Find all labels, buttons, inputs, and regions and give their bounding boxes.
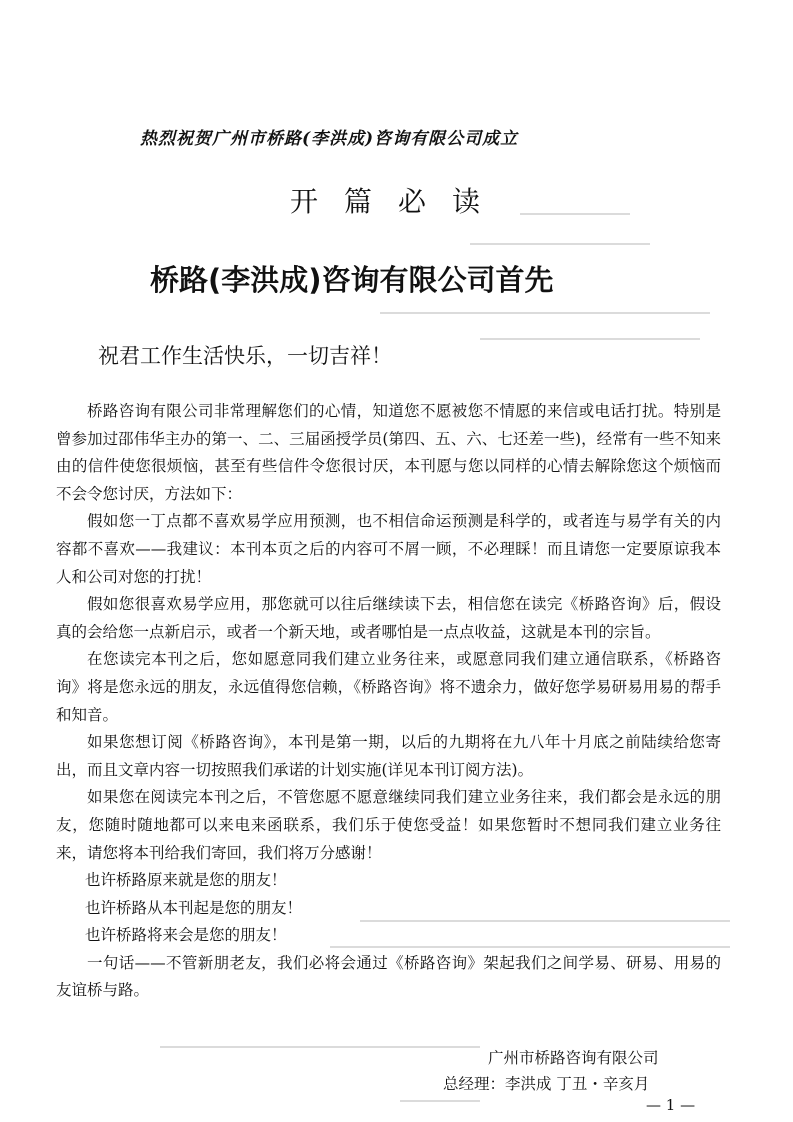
paragraph: 假如您一丁点都不喜欢易学应用预测，也不相信命运预测是科学的，或者连与易学有关的内容都不喜欢——我建议：本刊本页之后的内容可不屑一顾，不必理睬！而且请您一定要原谅我本人和公司对您的打扰！ <box>56 512 721 586</box>
signature-manager: 总经理：李洪成 丁丑・辛亥月 <box>443 1075 650 1093</box>
scan-noise <box>160 1046 480 1048</box>
friend-line: 也许桥路将来会是您的朋友！ <box>85 926 287 945</box>
scan-noise <box>470 243 650 245</box>
scan-noise <box>380 312 710 314</box>
paragraph: 假如您很喜欢易学应用，那您就可以往后继续读下去，相信您在读完《桥路咨询》后，假设真的会给您一点新启示，或者一个新天地，或者哪怕是一点点收益，这就是本刊的宗旨。 <box>56 595 721 641</box>
paragraph: 如果您在阅读完本刊之后，不管您愿不愿意继续同我们建立业务往来，我们都会是永远的朋友，您随时随地都可以来电来函联系，我们乐于使您受益！如果您暂时不想同我们建立业务往来，请您将本刊给我们寄回，我们将万分感谢！ <box>56 788 721 862</box>
scan-noise <box>400 1100 480 1102</box>
signature-company: 广州市桥路咨询有限公司 <box>488 1049 659 1067</box>
page-number: — 1 — <box>646 1096 696 1114</box>
page-title: 开篇必读 <box>290 185 507 218</box>
closing-paragraph: 一句话——不管新朋老友，我们必将会通过《桥路咨询》架起我们之间学易、研易、用易的友谊桥与路。 <box>56 953 721 1000</box>
paragraph: 如果您想订阅《桥路咨询》，本刊是第一期，以后的九期将在九八年十月底之前陆续给您寄出，而且文章内容一切按照我们承诺的计划实施(详见本刊订阅方法)。 <box>56 733 721 779</box>
friend-line: 也许桥路从本刊起是您的朋友！ <box>85 898 303 917</box>
body-text <box>56 398 721 1005</box>
congratulation-banner: 热烈祝贺广州市桥路(李洪成)咨询有限公司成立 <box>140 129 519 149</box>
paragraph: 桥路咨询有限公司非常理解您们的心情，知道您不愿被您不情愿的来信或电话打扰。特别是曾参加过邵伟华主办的第一、二、三届函授学员(第四、五、六、七还差一些)，经常有一些不知来由的信件使您很烦恼，甚至有些信件令您很讨厌，本刊愿与您以同样的心情去解除您这个烦恼而不会令您讨厌，方法如下： <box>56 402 721 503</box>
friend-line: 也许桥路原来就是您的朋友！ <box>85 871 287 890</box>
scan-noise <box>520 213 630 215</box>
greeting: 祝君工作生活快乐，一切吉祥！ <box>98 344 392 368</box>
page-subtitle: 桥路(李洪成)咨询有限公司首先 <box>150 263 554 297</box>
paragraph: 在您读完本刊之后，您如愿意同我们建立业务往来，或愿意同我们建立通信联系，《桥路咨询》将是您永远的朋友，永远值得您信赖，《桥路咨询》将不遗余力，做好您学易研易用易的帮手和知音。 <box>56 650 721 724</box>
scan-noise <box>480 338 700 340</box>
